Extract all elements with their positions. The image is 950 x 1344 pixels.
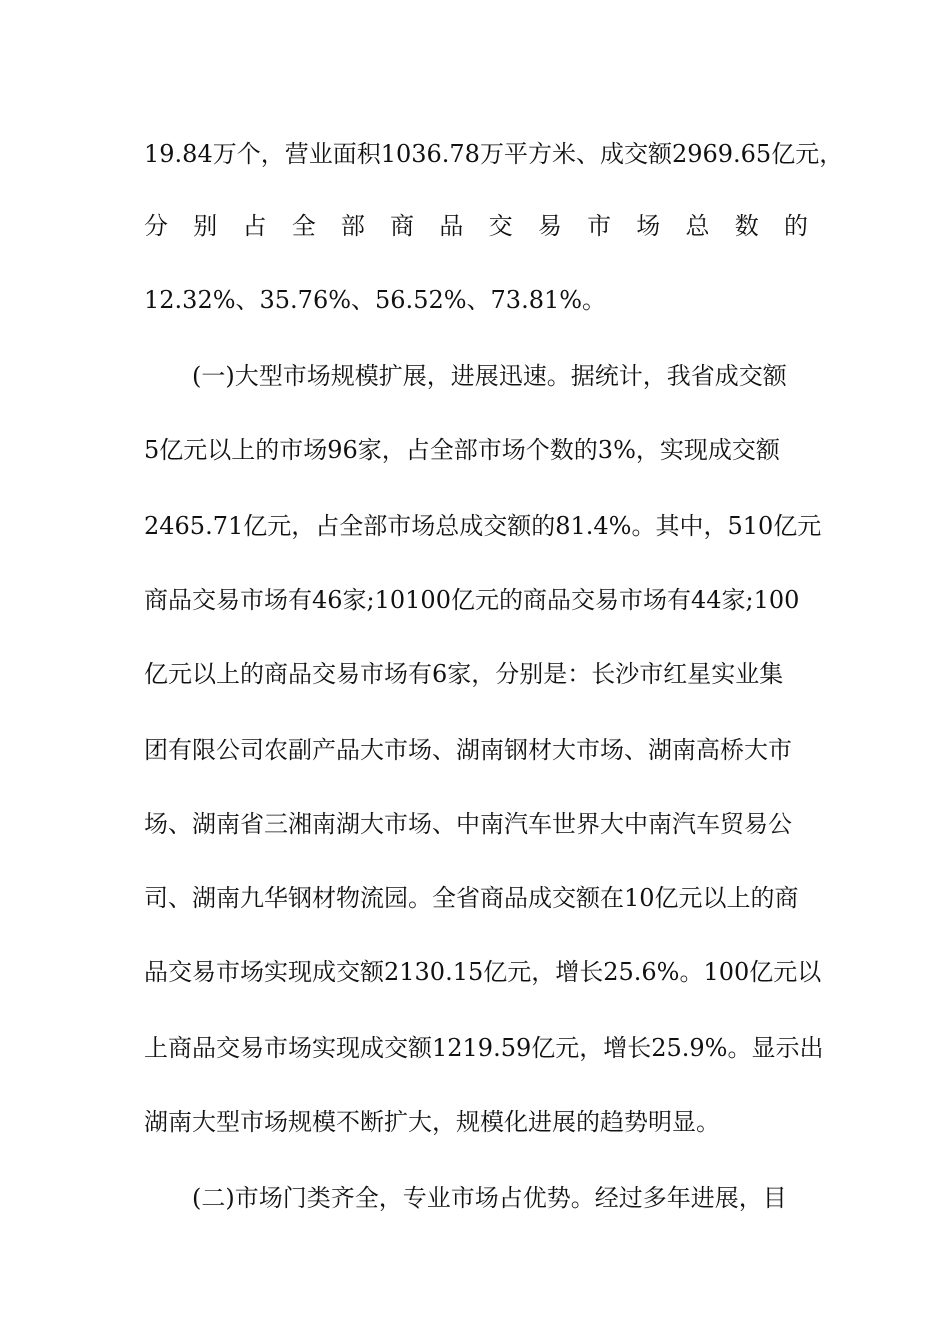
paragraph-1-line-1: (一)大型市场规模扩展，进展迅速。据统计，我省成交额 bbox=[192, 362, 787, 390]
text-line-1: 19.84万个，营业面积1036.78万平方米、成交额2969.65亿元， bbox=[144, 140, 844, 168]
paragraph-1-line-10: 上商品交易市场实现成交额1219.59亿元，增长25.9%。显示出 bbox=[144, 1034, 824, 1062]
paragraph-1-line-4: 商品交易市场有46家;10100亿元的商品交易市场有44家;100 bbox=[144, 586, 800, 614]
paragraph-2-line-1: (二)市场门类齐全，专业市场占优势。经过多年进展，目 bbox=[192, 1184, 787, 1212]
paragraph-1-line-7: 场、湖南省三湘南湖大市场、中南汽车世界大中南汽车贸易公 bbox=[144, 810, 792, 838]
paragraph-1-line-2: 5亿元以上的市场96家，占全部市场个数的3%，实现成交额 bbox=[144, 436, 780, 464]
text-line-2: 分别占全部商品交易市场总数的 bbox=[144, 212, 808, 240]
text-line-3: 12.32%、35.76%、56.52%、73.81%。 bbox=[144, 286, 607, 314]
paragraph-1-line-11: 湖南大型市场规模不断扩大，规模化进展的趋势明显。 bbox=[144, 1108, 720, 1136]
paragraph-1-line-9: 品交易市场实现成交额2130.15亿元，增长25.6%。100亿元以 bbox=[144, 958, 822, 986]
paragraph-1-line-8: 司、湖南九华钢材物流园。全省商品成交额在10亿元以上的商 bbox=[144, 884, 799, 912]
paragraph-1-line-3: 2465.71亿元，占全部市场总成交额的81.4%。其中，510亿元 bbox=[144, 512, 822, 540]
paragraph-1-line-6: 团有限公司农副产品大市场、湖南钢材大市场、湖南高桥大市 bbox=[144, 736, 792, 764]
paragraph-1-line-5: 亿元以上的商品交易市场有6家，分别是：长沙市红星实业集 bbox=[144, 660, 784, 688]
